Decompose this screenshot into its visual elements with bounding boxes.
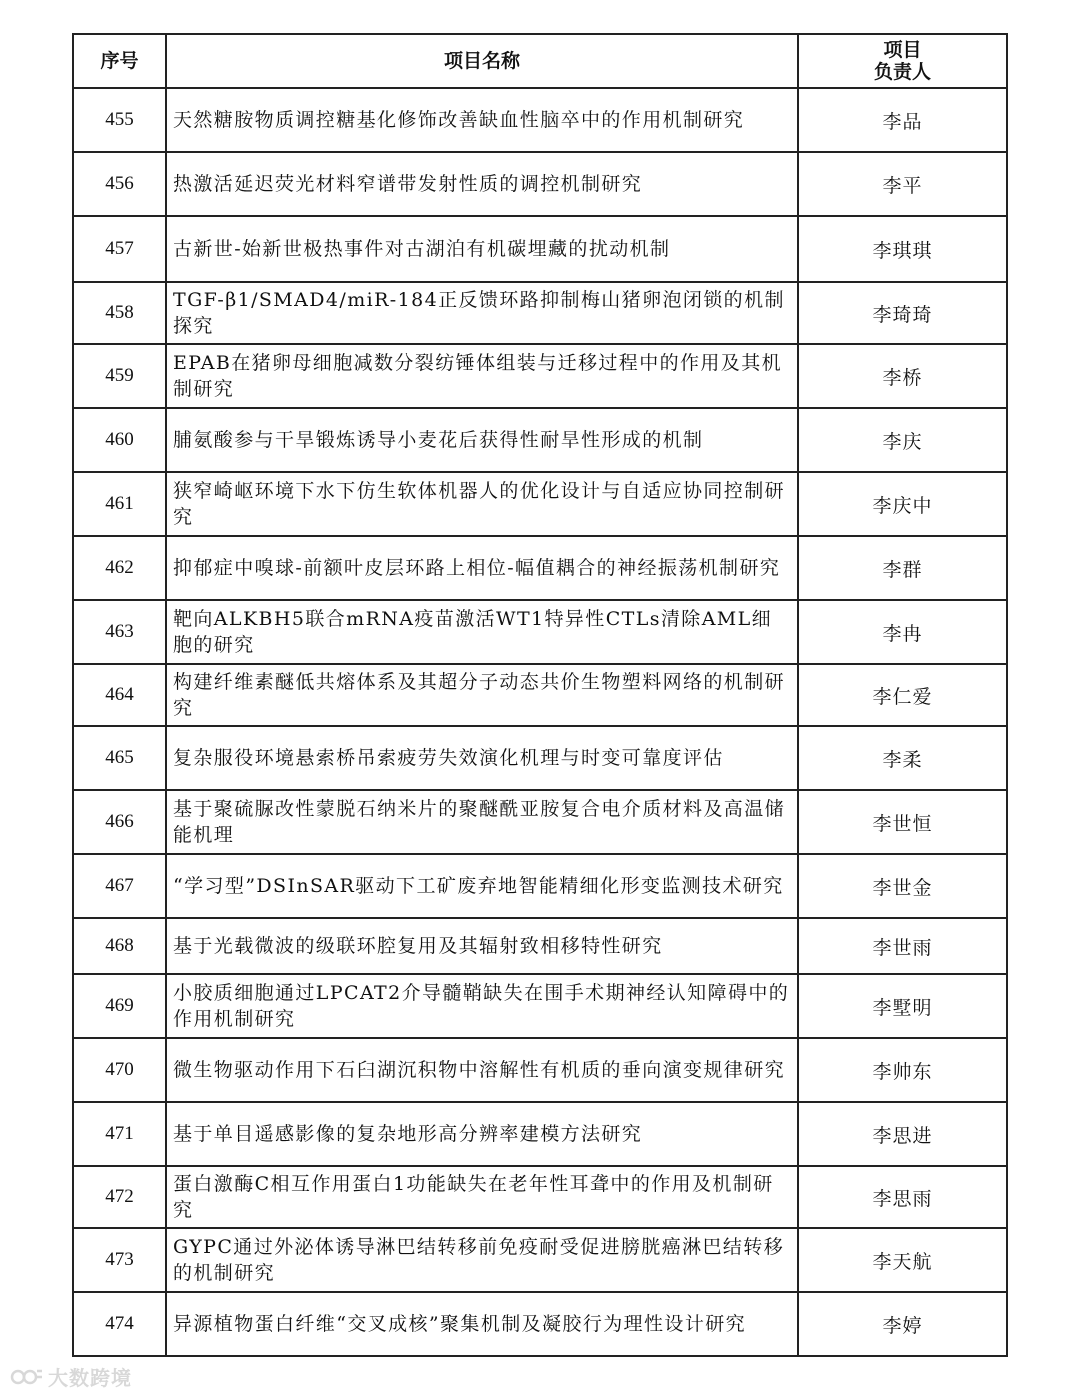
project-lead: 李世恒 — [798, 790, 1007, 854]
table-row — [73, 974, 1007, 1038]
project-lead: 李琪琪 — [798, 216, 1007, 282]
table-row — [73, 726, 1007, 790]
project-name: “学习型”DSInSAR驱动下工矿废弃地智能精细化形变监测技术研究 — [166, 854, 798, 918]
header-project-lead — [798, 34, 1007, 88]
project-name: 基于单目遥感影像的复杂地形高分辨率建模方法研究 — [166, 1102, 798, 1166]
watermark — [10, 1362, 132, 1391]
row-number: 463 — [73, 600, 166, 664]
table-row — [73, 1292, 1007, 1356]
row-number: 462 — [73, 536, 166, 600]
project-lead: 李世金 — [798, 854, 1007, 918]
table-row — [73, 1102, 1007, 1166]
header-lead-line-2: 负责人 — [873, 61, 931, 83]
project-lead: 李桥 — [798, 344, 1007, 408]
table-row — [73, 344, 1007, 408]
table-row — [73, 1166, 1007, 1228]
project-lead: 李冉 — [798, 600, 1007, 664]
table-row — [73, 1228, 1007, 1292]
table-row — [73, 918, 1007, 974]
row-number: 456 — [73, 152, 166, 216]
project-name: 基于聚硫脲改性蒙脱石纳米片的聚醚酰亚胺复合电介质材料及高温储能机理 — [166, 790, 798, 854]
header-project-name: 项目名称 — [166, 34, 798, 88]
project-name: 热激活延迟荧光材料窄谱带发射性质的调控机制研究 — [166, 152, 798, 216]
project-lead: 李柔 — [798, 726, 1007, 790]
row-number: 470 — [73, 1038, 166, 1102]
project-name: 基于光载微波的级联环腔复用及其辐射致相移特性研究 — [166, 918, 798, 974]
project-name: GYPC通过外泌体诱导淋巴结转移前免疫耐受促进膀胱癌淋巴结转移的机制研究 — [166, 1228, 798, 1292]
row-number: 467 — [73, 854, 166, 918]
row-number: 455 — [73, 88, 166, 152]
row-number: 461 — [73, 472, 166, 536]
table-row — [73, 282, 1007, 344]
project-lead: 李墅明 — [798, 974, 1007, 1038]
project-name: TGF-β1/SMAD4/miR-184正反馈环路抑制梅山猪卵泡闭锁的机制探究 — [166, 282, 798, 344]
project-lead: 李品 — [798, 88, 1007, 152]
project-lead: 李天航 — [798, 1228, 1007, 1292]
project-name: EPAB在猪卵母细胞减数分裂纺锤体组装与迁移过程中的作用及其机制研究 — [166, 344, 798, 408]
row-number: 465 — [73, 726, 166, 790]
project-name: 狭窄崎岖环境下水下仿生软体机器人的优化设计与自适应协同控制研究 — [166, 472, 798, 536]
project-name: 微生物驱动作用下石臼湖沉积物中溶解性有机质的垂向演变规律研究 — [166, 1038, 798, 1102]
project-name: 构建纤维素醚低共熔体系及其超分子动态共价生物塑料网络的机制研究 — [166, 664, 798, 726]
table-row — [73, 854, 1007, 918]
project-lead: 李婷 — [798, 1292, 1007, 1356]
project-name: 天然糖胺物质调控糖基化修饰改善缺血性脑卒中的作用机制研究 — [166, 88, 798, 152]
row-number: 469 — [73, 974, 166, 1038]
row-number: 464 — [73, 664, 166, 726]
row-number: 468 — [73, 918, 166, 974]
row-number: 474 — [73, 1292, 166, 1356]
project-lead: 李帅东 — [798, 1038, 1007, 1102]
table-row — [73, 790, 1007, 854]
row-number: 473 — [73, 1228, 166, 1292]
project-lead: 李琦琦 — [798, 282, 1007, 344]
project-name: 抑郁症中嗅球-前额叶皮层环路上相位-幅值耦合的神经振荡机制研究 — [166, 536, 798, 600]
project-lead: 李世雨 — [798, 918, 1007, 974]
project-name: 古新世-始新世极热事件对古湖泊有机碳埋藏的扰动机制 — [166, 216, 798, 282]
table-header-row — [73, 34, 1007, 88]
brand-logo-icon — [10, 1365, 44, 1389]
table-row — [73, 1038, 1007, 1102]
project-name: 蛋白激酶C相互作用蛋白1功能缺失在老年性耳聋中的作用及机制研究 — [166, 1166, 798, 1228]
row-number: 459 — [73, 344, 166, 408]
row-number: 472 — [73, 1166, 166, 1228]
project-name: 脯氨酸参与干旱锻炼诱导小麦花后获得性耐旱性形成的机制 — [166, 408, 798, 472]
project-name: 异源植物蛋白纤维“交叉成核”聚集机制及凝胶行为理性设计研究 — [166, 1292, 798, 1356]
table-row — [73, 408, 1007, 472]
header-number: 序号 — [73, 34, 166, 88]
row-number: 457 — [73, 216, 166, 282]
header-lead-line-1: 项目 — [883, 39, 922, 61]
project-name: 小胶质细胞通过LPCAT2介导髓鞘缺失在围手术期神经认知障碍中的作用机制研究 — [166, 974, 798, 1038]
table-row — [73, 600, 1007, 664]
project-lead: 李庆 — [798, 408, 1007, 472]
project-lead: 李群 — [798, 536, 1007, 600]
project-lead: 李思进 — [798, 1102, 1007, 1166]
project-lead: 李平 — [798, 152, 1007, 216]
table-body — [73, 88, 1007, 1356]
table-row — [73, 216, 1007, 282]
table-row — [73, 472, 1007, 536]
project-name: 靶向ALKBH5联合mRNA疫苗激活WT1特异性CTLs清除AML细胞的研究 — [166, 600, 798, 664]
table-row — [73, 88, 1007, 152]
row-number: 460 — [73, 408, 166, 472]
table-row — [73, 664, 1007, 726]
project-lead: 李思雨 — [798, 1166, 1007, 1228]
row-number: 471 — [73, 1102, 166, 1166]
project-name: 复杂服役环境悬索桥吊索疲劳失效演化机理与时变可靠度评估 — [166, 726, 798, 790]
project-lead: 李仁爱 — [798, 664, 1007, 726]
row-number: 466 — [73, 790, 166, 854]
project-lead: 李庆中 — [798, 472, 1007, 536]
project-table — [72, 33, 1008, 1357]
table-row — [73, 152, 1007, 216]
watermark-text: 大数跨境 — [48, 1366, 132, 1390]
row-number: 458 — [73, 282, 166, 344]
table-row — [73, 536, 1007, 600]
